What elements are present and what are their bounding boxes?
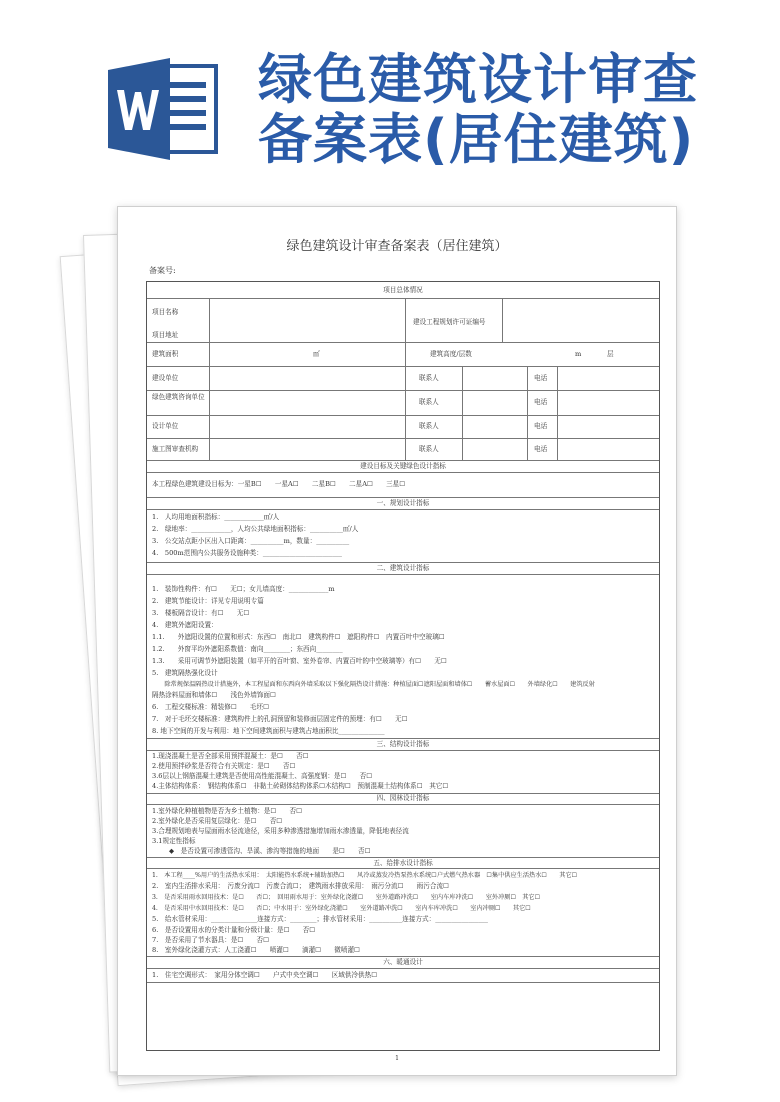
filing-number-label: 备案号: — [149, 266, 176, 275]
rule — [147, 497, 659, 498]
rule — [147, 298, 659, 299]
goals-star-line: 本工程绿色建筑建设目标为：一星B☐ 一星A☐ 二星B☐ 二星A☐ 三星☐ — [152, 480, 406, 488]
rule — [462, 366, 463, 460]
label-project-address: 项目地址 — [152, 331, 179, 339]
landscape-line: 2.室外绿化是否采用复层绿化：是☐ 否☐ — [152, 817, 283, 825]
rule — [147, 738, 659, 739]
label-contact: 联系人 — [419, 398, 439, 406]
form-table — [146, 281, 660, 1051]
building-line: 5. 建筑隔热强化设计 — [152, 669, 218, 677]
building-line: 7. 对于毛坯交楼标准：建筑构件上的孔洞预留和装修面层固定件的预埋：有☐ 无☐ — [152, 715, 408, 723]
rule — [502, 298, 503, 342]
landscape-line: 3.合理规划地表与屋面雨水径流途径，采用多种渗透措施增加雨水渗透量，降低地表径流 — [152, 827, 409, 835]
section-water: 五、给排水设计指标 — [373, 859, 433, 867]
rule — [147, 390, 659, 391]
hvac-line: 1. 住宅空调形式： 家用分体空调☐ 户式中央空调☐ 区域供冷供热☐ — [152, 971, 378, 979]
building-line: 隔热涂料屋面和墙体☐ 浅色外墙饰面☐ — [152, 691, 276, 699]
label-floor-area: 建筑面积 — [152, 350, 179, 358]
rule — [147, 574, 659, 575]
building-line: 2. 建筑节能设计：详见专用说明专篇 — [152, 597, 264, 605]
rule — [147, 438, 659, 439]
building-line: 1.1. 外遮阳设置的位置和形式：东西☐ 南北☐ 建筑构件☐ 遮阳构件☐ 内置百叶中空玻璃☐ — [152, 633, 445, 641]
water-line: 1. 本工程____%用户的生活热水采用： 太阳能热水系统+辅助加热☐ 风冷或蒸发冷热泵热水系统☐户式燃气热水器 ☐集中供应生活热水☐ 其它☐ — [152, 872, 578, 879]
rule — [147, 472, 659, 473]
banner-title-line1: 绿色建筑设计审查 — [258, 48, 698, 111]
planning-line: 2. 绿地率：____________，人均公共绿地面积指标：__________㎡/人 — [152, 525, 359, 533]
label-phone: 电话 — [534, 398, 548, 406]
label-contact: 联系人 — [419, 445, 439, 453]
rule — [147, 750, 659, 751]
label-designer: 设计单位 — [152, 422, 179, 430]
structure-line: 3.6层以上钢筋混凝土建筑是否使用高性能混凝土、高强度钢：是☐ 否☐ — [152, 772, 373, 780]
rule — [405, 298, 406, 460]
planning-line: 4. 500m范围内公共服务设施种类：________________________ — [152, 549, 342, 557]
page-number: 1 — [395, 1055, 399, 1062]
building-line: 除常规保温隔热设计措施外，本工程屋面和东西向外墙采取以下强化隔热设计措施：种植屋面☐遮阳屋面和墙体☐ 蓄水屋面☐ 外墙绿化☐ 建筑反射 — [152, 681, 595, 688]
section-overview: 项目总体情况 — [383, 286, 423, 294]
rule — [147, 366, 659, 367]
unit-height: m — [575, 350, 582, 358]
section-planning: 一、规划设计指标 — [376, 499, 430, 507]
label-consultant: 绿色建筑咨询单位 — [152, 393, 205, 401]
rule — [209, 298, 210, 460]
word-icon — [108, 56, 220, 162]
label-project-name: 项目名称 — [152, 308, 179, 316]
unit-floors: 层 — [607, 350, 614, 358]
water-line: 6. 是否设置用水的分类计量和分级计量：是☐ 否☐ — [152, 926, 316, 934]
section-goals: 建设目标及关键绿色设计指标 — [360, 462, 446, 470]
label-builder: 建设单位 — [152, 374, 179, 382]
section-hvac: 六、暖通设计 — [383, 958, 423, 966]
label-reviewer: 施工图审查机构 — [152, 445, 199, 453]
water-line: 2. 室内生活排水采用： 污废分流☐ 污废合流☐； 建筑雨水排放采用： 雨污分流☐ 雨污合流☐ — [152, 882, 449, 890]
document-title: 绿色建筑设计审查备案表（居住建筑） — [286, 239, 508, 254]
label-height-floors: 建筑高度/层数 — [430, 350, 472, 358]
building-line: 6. 工程交楼标准：精装修☐ 毛坯☐ — [152, 703, 270, 711]
banner — [0, 0, 780, 200]
planning-line: 1. 人均用地面积指标：____________㎡/人 — [152, 513, 280, 521]
document-page — [117, 206, 677, 1076]
planning-line: 3. 公交站点距小区出入口距离：__________m，数量：__________ — [152, 537, 350, 545]
section-structure: 三、结构设计指标 — [376, 740, 430, 748]
structure-line: 1.现浇混凝土是否全部采用预拌混凝土：是☐ 否☐ — [152, 752, 309, 760]
building-line: 4. 建筑外遮阳设置： — [152, 621, 218, 629]
label-contact: 联系人 — [419, 422, 439, 430]
unit-area: ㎡ — [313, 350, 320, 358]
building-line: 1.2. 外窗平均外遮阳系数值：南向________；东西向________ — [152, 645, 343, 653]
banner-title — [258, 50, 778, 170]
rule — [147, 342, 659, 343]
water-line: 4. 是否采用中水回用技术：是☐ 否☐；中水用于：室外绿化浇灌☐ 室外道路冲洗☐ 室内车库冲洗☐ 室内冲厕☐ 其它☐ — [152, 905, 531, 912]
rule — [147, 857, 659, 858]
building-line: 8. 地下空间的开发与利用：地下空间建筑面积与建筑占地面积比______________ — [152, 727, 385, 735]
water-line: 3. 是否采用雨水回用技术：是☐ 否☐； 回用雨水用于：室外绿化浇灌☐ 室外道路冲洗☐ 室内车库冲洗☐ 室外冲厕☐ 其它☐ — [152, 894, 541, 901]
rule — [147, 956, 659, 957]
structure-line: 2.使用预拌砂浆是否符合有关规定：是☐ 否☐ — [152, 762, 296, 770]
water-line: 7. 是否采用了节水器具：是☐ 否☐ — [152, 936, 270, 944]
building-line: 3. 楼板隔音设计：有☐ 无☐ — [152, 609, 250, 617]
water-line: 5. 给水管材采用：______________连接方式：________；排水管材采用：__________连接方式：________________ — [152, 915, 488, 923]
landscape-line: ◆ 是否设置可渗透管沟、旱溪、渗沟等措施的地面 是☐ 否☐ — [169, 847, 371, 855]
building-line: 1. 装饰性构件：有☐ 无☐；女儿墙高度：____________m — [152, 585, 335, 593]
section-landscape: 四、园林设计指标 — [376, 794, 430, 802]
rule — [147, 982, 659, 983]
banner-title-line2: 备案表(居住建筑) — [258, 108, 695, 171]
rule — [147, 415, 659, 416]
label-phone: 电话 — [534, 445, 548, 453]
rule — [557, 366, 558, 460]
section-building: 二、建筑设计指标 — [376, 564, 430, 572]
label-phone: 电话 — [534, 422, 548, 430]
landscape-line: 3.1规定性指标 — [152, 837, 196, 845]
water-line: 8. 室外绿化浇灌方式：人工浇灌☐ 喷灌☐ 滴灌☐ 微喷灌☐ — [152, 946, 360, 954]
rule — [147, 562, 659, 563]
rule — [527, 366, 528, 460]
structure-line: 4.主体结构体系： 钢结构体系☐ 非黏土砖砌体结构体系☐木结构☐ 预制混凝土结构体系☐ 其它☐ — [152, 782, 449, 790]
rule — [147, 509, 659, 510]
building-line: 1.3. 采用可调节外遮阳装置（如平开的百叶窗、室外卷帘、内置百叶的中空玻璃等）有☐ 无☐ — [152, 657, 447, 665]
label-contact: 联系人 — [419, 374, 439, 382]
rule — [147, 460, 659, 461]
landscape-line: 1.室外绿化种植植物是否为乡土植物：是☐ 否☐ — [152, 807, 302, 815]
label-phone: 电话 — [534, 374, 548, 382]
label-permit-no: 建设工程规划许可证编号 — [413, 318, 486, 326]
rule — [147, 804, 659, 805]
rule — [147, 868, 659, 869]
rule — [147, 968, 659, 969]
